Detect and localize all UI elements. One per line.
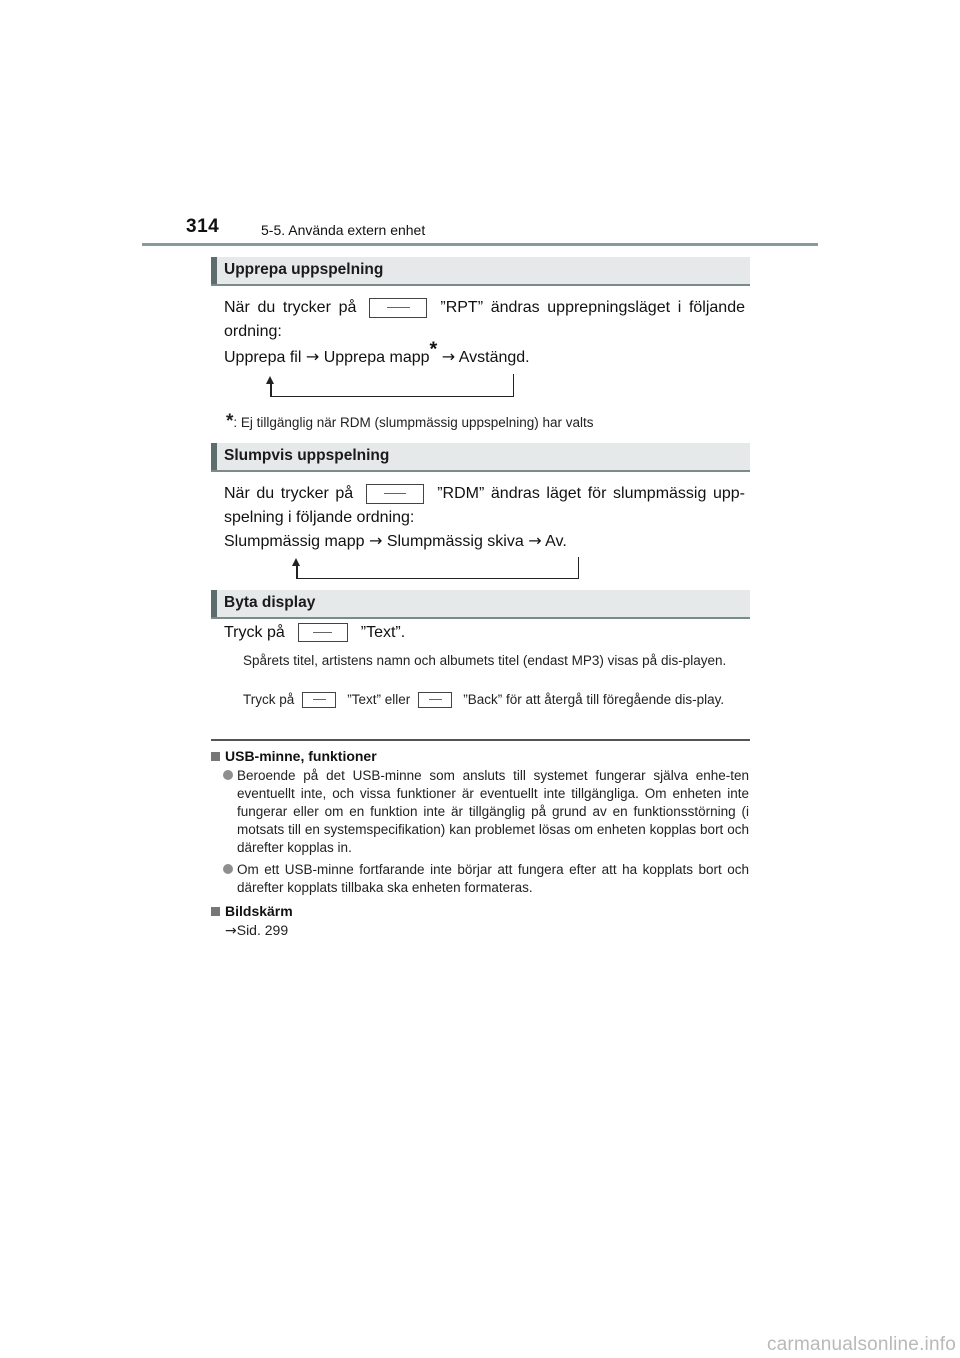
text-button-icon	[298, 623, 348, 642]
note-usb-bullet-1	[237, 767, 749, 857]
seq-random-folder: Slumpmässig mapp	[224, 533, 365, 550]
square-bullet-icon	[211, 907, 220, 916]
chapter-title: 5-5. Använda extern enhet	[261, 222, 426, 238]
square-bullet-icon	[211, 752, 220, 761]
display-text-post: ”Text”.	[360, 624, 406, 641]
cycle-return-line	[296, 557, 579, 579]
right-arrow-icon: →	[305, 347, 320, 366]
footnote-asterisk: *	[226, 411, 234, 432]
round-bullet-icon	[223, 864, 233, 874]
section-accent	[211, 590, 217, 617]
asterisk-mark: *	[429, 338, 438, 361]
seq-repeat-file: Upprepa fil	[224, 349, 302, 366]
page-reference-text[interactable]: Sid. 299	[236, 922, 289, 938]
section-accent	[211, 257, 217, 284]
note-heading-screen	[211, 903, 293, 919]
cycle-return-arrow-icon	[296, 564, 298, 578]
repeat-sequence	[224, 338, 745, 370]
text-button-icon	[302, 692, 336, 708]
notes-separator	[211, 739, 750, 741]
display-info: Spårets titel, artistens namn och albumets titel (endast MP3) visas på dis-playen.	[243, 653, 727, 668]
back-text-mid: ”Text” eller	[347, 692, 411, 707]
section-header-repeat	[211, 257, 750, 286]
display-back-info	[243, 691, 746, 708]
footnote-text: : Ej tillgänglig när RDM (slumpmässig uppspelning) har valts	[233, 415, 594, 430]
note-usb-bullet-2	[237, 861, 749, 897]
section-accent	[211, 443, 217, 470]
right-arrow-icon: →	[441, 347, 456, 366]
page-number: 314	[186, 216, 220, 237]
section-header-display	[211, 590, 750, 619]
note-text: Om ett USB-minne fortfarande inte börjar att fungera efter att ha kopplats bort och därefter kopplats tillbaka ska enheten formateras.	[237, 862, 749, 895]
display-instruction	[224, 621, 745, 645]
note-text: Beroende på det USB-minne som ansluts till systemet fungerar själva enhe-ten eventuellt inte, och vissa funktioner är eventuellt inte tillgängliga. Om enheten inte fungerar eller om en funktion inte är tillgänglig på grund av en funktionsstörning (i motsats till en systemspecifikation) kan problemet lösas om enheten kopplas bort och därefter kopplas in.	[237, 768, 749, 855]
right-arrow-icon: →	[528, 531, 542, 550]
section-header-random	[211, 443, 750, 472]
footnote	[226, 411, 594, 433]
rdm-button-icon	[366, 484, 424, 504]
note-heading-text: USB-minne, funktioner	[225, 748, 377, 764]
random-text-post: ”RDM” ändras läget för slumpmässig upp-spelning i följande ordning:	[224, 485, 745, 526]
section-title: Byta display	[224, 594, 316, 611]
random-instruction	[224, 482, 745, 530]
display-text-pre: Tryck på	[224, 624, 285, 641]
back-button-icon	[418, 692, 452, 708]
header-rule	[142, 243, 818, 246]
cycle-return-line	[270, 374, 514, 397]
seq-off: Av.	[545, 533, 567, 550]
back-text-pre: Tryck på	[243, 692, 295, 707]
page-reference[interactable]	[225, 922, 288, 939]
repeat-instruction	[224, 296, 745, 344]
note-heading-usb	[211, 748, 377, 764]
random-sequence	[224, 529, 745, 554]
watermark: carmanualsonline.info	[766, 1334, 956, 1355]
repeat-text-pre: När du trycker på	[224, 299, 357, 316]
back-text-post: ”Back” för att återgå till föregående dis-play.	[463, 692, 725, 707]
right-arrow-icon: →	[225, 923, 237, 939]
right-arrow-icon: →	[368, 531, 383, 550]
section-title: Slumpvis uppspelning	[224, 447, 390, 464]
round-bullet-icon	[223, 770, 233, 780]
repeat-text-post: ”RPT” ändras upprepningsläget i följande ordning:	[224, 299, 745, 340]
rpt-button-icon	[369, 298, 427, 318]
cycle-return-arrow-icon	[270, 382, 272, 396]
random-text-pre: När du trycker på	[224, 485, 354, 502]
seq-random-disc: Slumpmässig skiva	[386, 533, 524, 550]
seq-off: Avstängd.	[458, 349, 530, 366]
note-heading-text: Bildskärm	[225, 903, 293, 919]
seq-repeat-folder: Upprepa mapp	[323, 349, 430, 366]
section-title: Upprepa uppspelning	[224, 261, 384, 278]
